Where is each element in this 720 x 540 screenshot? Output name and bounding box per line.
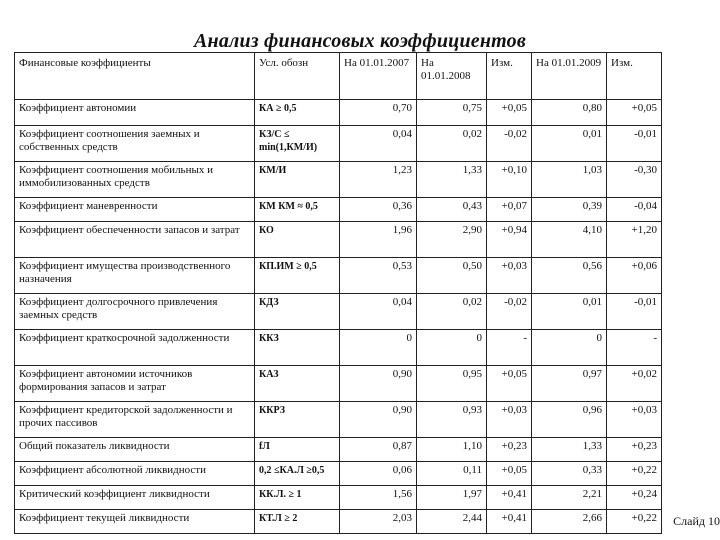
value-2009: 1,03 (532, 162, 607, 198)
table-row (15, 126, 662, 162)
value-2009: 0,97 (532, 366, 607, 402)
value-2009: 0,01 (532, 126, 607, 162)
table-row (15, 100, 662, 126)
change-1: -0,02 (487, 126, 532, 162)
change-1: - (487, 330, 532, 366)
value-2008: 0,75 (417, 100, 487, 126)
value-2009: 0 (532, 330, 607, 366)
change-1: +0,03 (487, 258, 532, 294)
value-2009: 0,01 (532, 294, 607, 330)
change-2: +0,02 (607, 366, 662, 402)
ratio-name: Коэффициент обеспеченности запасов и затрат (15, 222, 255, 258)
change-2: +0,22 (607, 462, 662, 486)
value-2009: 1,33 (532, 438, 607, 462)
value-2009: 0,33 (532, 462, 607, 486)
ratio-name: Коэффициент соотношения мобильных и иммобилизованных средств (15, 162, 255, 198)
header-change-2: Изм. (607, 53, 662, 100)
ratio-name: Общий показатель ликвидности (15, 438, 255, 462)
ratio-symbol: КДЗ (255, 294, 340, 330)
ratio-name: Коэффициент краткосрочной задолженности (15, 330, 255, 366)
ratio-symbol: КЗ/С ≤ min(1,КМ/И) (255, 126, 340, 162)
value-2007: 0,06 (340, 462, 417, 486)
change-1: +0,23 (487, 438, 532, 462)
value-2009: 0,80 (532, 100, 607, 126)
ratio-symbol: КП.ИМ ≥ 0,5 (255, 258, 340, 294)
table-row (15, 330, 662, 366)
value-2007: 1,96 (340, 222, 417, 258)
ratio-name: Критический коэффициент ликвидности (15, 486, 255, 510)
header-2008: На 01.01.2008 (417, 53, 487, 100)
table-row (15, 402, 662, 438)
change-1: -0,02 (487, 294, 532, 330)
value-2007: 1,23 (340, 162, 417, 198)
value-2008: 0,93 (417, 402, 487, 438)
change-2: +1,20 (607, 222, 662, 258)
change-2: -0,04 (607, 198, 662, 222)
header-change-1: Изм. (487, 53, 532, 100)
header-2009: На 01.01.2009 (532, 53, 607, 100)
ratio-name: Коэффициент кредиторской задолженности и прочих пассивов (15, 402, 255, 438)
ratio-symbol: КК.Л. ≥ 1 (255, 486, 340, 510)
change-1: +0,03 (487, 402, 532, 438)
change-1: +0,05 (487, 462, 532, 486)
value-2008: 0,11 (417, 462, 487, 486)
value-2008: 0,95 (417, 366, 487, 402)
slide-number: Слайд 10 (673, 514, 720, 528)
ratio-symbol: fЛ (255, 438, 340, 462)
change-1: +0,07 (487, 198, 532, 222)
value-2007: 0 (340, 330, 417, 366)
value-2007: 0,70 (340, 100, 417, 126)
header-symbol: Усл. обозн (255, 53, 340, 100)
ratio-name: Коэффициент текущей ликвидности (15, 510, 255, 534)
change-2: -0,01 (607, 126, 662, 162)
change-2: +0,22 (607, 510, 662, 534)
value-2007: 0,87 (340, 438, 417, 462)
change-2: +0,24 (607, 486, 662, 510)
change-1: +0,41 (487, 510, 532, 534)
change-2: +0,23 (607, 438, 662, 462)
value-2007: 0,36 (340, 198, 417, 222)
value-2008: 1,97 (417, 486, 487, 510)
ratio-name: Коэффициент автономии (15, 100, 255, 126)
table-row (15, 162, 662, 198)
header-2007: На 01.01.2007 (340, 53, 417, 100)
ratio-symbol: КА ≥ 0,5 (255, 100, 340, 126)
value-2007: 0,90 (340, 402, 417, 438)
ratio-symbol: КАЗ (255, 366, 340, 402)
value-2007: 1,56 (340, 486, 417, 510)
ratio-symbol: 0,2 ≤КА.Л ≥0,5 (255, 462, 340, 486)
change-2: -0,01 (607, 294, 662, 330)
value-2007: 0,90 (340, 366, 417, 402)
value-2007: 0,53 (340, 258, 417, 294)
value-2008: 0,43 (417, 198, 487, 222)
ratios-table (14, 52, 662, 534)
value-2008: 2,44 (417, 510, 487, 534)
table-row (15, 198, 662, 222)
value-2008: 1,10 (417, 438, 487, 462)
value-2008: 0,02 (417, 294, 487, 330)
value-2007: 0,04 (340, 294, 417, 330)
change-2: +0,05 (607, 100, 662, 126)
change-2: - (607, 330, 662, 366)
table-row (15, 222, 662, 258)
header-name: Финансовые коэффициенты (15, 53, 255, 100)
ratio-symbol: КТ.Л ≥ 2 (255, 510, 340, 534)
change-1: +0,41 (487, 486, 532, 510)
change-1: +0,10 (487, 162, 532, 198)
ratio-name: Коэффициент имущества производственного назначения (15, 258, 255, 294)
ratio-name: Коэффициент маневренности (15, 198, 255, 222)
change-2: -0,30 (607, 162, 662, 198)
change-1: +0,94 (487, 222, 532, 258)
value-2009: 2,21 (532, 486, 607, 510)
ratio-symbol: КМ/И (255, 162, 340, 198)
ratio-symbol: ККЗ (255, 330, 340, 366)
ratio-name: Коэффициент долгосрочного привлечения заемных средств (15, 294, 255, 330)
table-row (15, 510, 662, 534)
value-2009: 2,66 (532, 510, 607, 534)
value-2008: 2,90 (417, 222, 487, 258)
table-row (15, 294, 662, 330)
ratio-name: Коэффициент соотношения заемных и собственных средств (15, 126, 255, 162)
value-2007: 0,04 (340, 126, 417, 162)
value-2009: 4,10 (532, 222, 607, 258)
table-row (15, 258, 662, 294)
table-row (15, 438, 662, 462)
ratio-name: Коэффициент автономии источников формирования запасов и затрат (15, 366, 255, 402)
table-row (15, 366, 662, 402)
ratio-name: Коэффициент абсолютной ликвидности (15, 462, 255, 486)
change-2: +0,03 (607, 402, 662, 438)
ratio-symbol: ККРЗ (255, 402, 340, 438)
value-2008: 0 (417, 330, 487, 366)
change-2: +0,06 (607, 258, 662, 294)
ratio-symbol: КМ КМ ≈ 0,5 (255, 198, 340, 222)
table-header-row (15, 53, 662, 100)
value-2009: 0,39 (532, 198, 607, 222)
value-2008: 0,02 (417, 126, 487, 162)
value-2009: 0,96 (532, 402, 607, 438)
table-row (15, 486, 662, 510)
table-row (15, 462, 662, 486)
value-2008: 1,33 (417, 162, 487, 198)
page-title: Анализ финансовых коэффициентов (193, 30, 527, 52)
change-1: +0,05 (487, 100, 532, 126)
value-2009: 0,56 (532, 258, 607, 294)
ratio-symbol: КО (255, 222, 340, 258)
change-1: +0,05 (487, 366, 532, 402)
value-2007: 2,03 (340, 510, 417, 534)
value-2008: 0,50 (417, 258, 487, 294)
